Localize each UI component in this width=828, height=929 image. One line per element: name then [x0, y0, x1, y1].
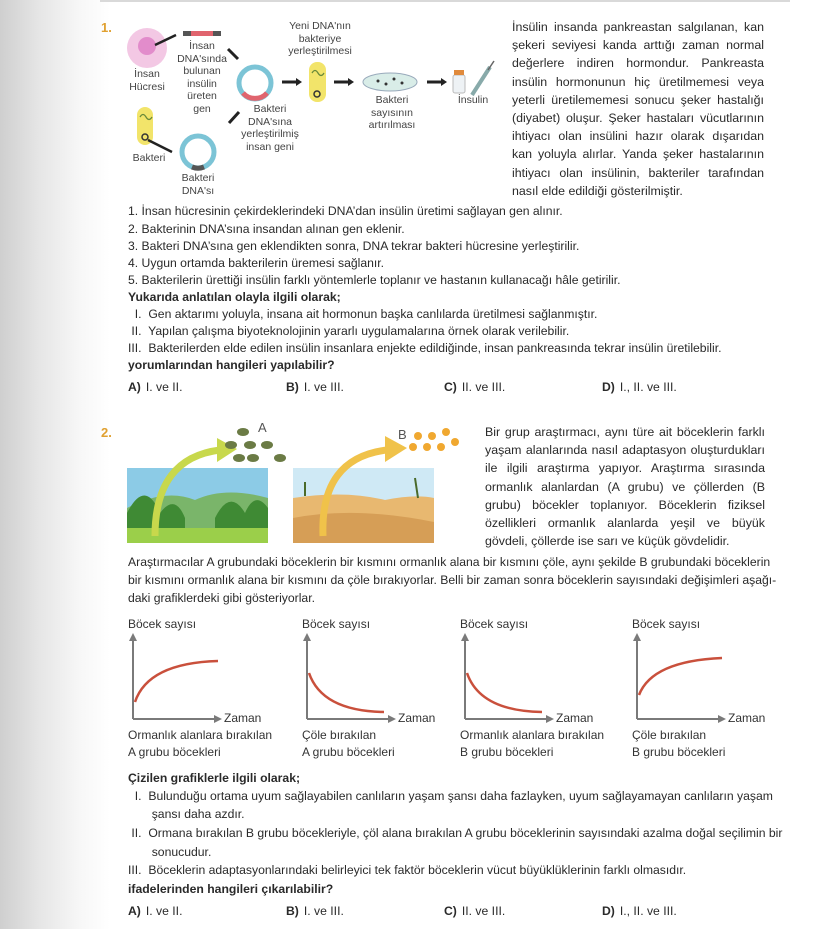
- q2-lead: Çizilen grafiklerle ilgili olarak;: [128, 771, 301, 785]
- option-letter: D): [602, 380, 615, 394]
- chart-caption-2: A grubu böcekleri: [302, 745, 395, 759]
- label-group-b: B: [398, 427, 407, 442]
- decreasing-curve: [467, 673, 542, 712]
- chart-x-label: Zaman: [556, 711, 594, 725]
- option-text: I. ve II.: [145, 904, 183, 918]
- q2-statement-III: III. Böceklerin adaptasyonlarındaki belirleyici tek faktör böceklerin vücut büyüklüklerinin farklı olmasıdır.: [128, 863, 687, 877]
- option-text: I., II. ve III.: [619, 380, 677, 394]
- q1-step-4: 4. Uygun ortamda bakterilerin üremesi sağlanır.: [128, 256, 385, 270]
- chart-x-label: Zaman: [398, 711, 436, 725]
- option-letter: D): [602, 904, 615, 918]
- recombinant-plasmid-icon: [239, 67, 271, 99]
- q1-statement-III: III. Bakterilerden elde edilen insülin insanlara enjekte edildiğinde, insan pankreasında tekrar insülin üretilebilir.: [128, 341, 722, 355]
- q1-intro-paragraph: İnsülin insanda pankreastan salgılanan, kan şekeri seviyesi kanda arttığı zaman normal değerlere indiren hormondur. Pankreasta insülin hormonunun hiç üretilmemesi veya yeterli üretilememesi sonucu şeker hastalığı (diyabet) oluşur. Şeker hastaları vücutlarının ihtiyacı olan insülini hazır olarak dışarıdan kan yoluyla alırlar. Yanda şeker hastalarının ihtiyacı olan insülinin, bakteriler tarafından nasıl elde edildiği gösterilmiştir.: [512, 20, 764, 198]
- decreasing-curve: [309, 673, 384, 712]
- chart-y-label: Böcek sayısı: [128, 617, 197, 631]
- forest-scene-icon: [127, 468, 268, 543]
- label-bacterial-dna: Bakteri DNA'sı: [181, 172, 215, 197]
- label-human-gene: İnsan DNA'sında bulunan insülin üreten gen: [177, 40, 227, 115]
- option-text: II. ve III.: [461, 904, 506, 918]
- q2-statement-II-cont: sonucudur.: [128, 845, 212, 859]
- q1-option-a[interactable]: [128, 380, 182, 394]
- option-text: I. ve II.: [145, 380, 183, 394]
- chart-forest-group-a: [128, 617, 278, 767]
- increasing-curve: [135, 661, 218, 702]
- chart-caption-1: Ormanlık alanlara bırakılan: [460, 728, 605, 742]
- yellow-beetles-icon: [409, 428, 459, 451]
- q2-option-c[interactable]: [444, 904, 505, 918]
- option-letter: A): [128, 380, 141, 394]
- chart-caption-1: Çöle bırakılan: [302, 728, 377, 742]
- chart-y-label: Böcek sayısı: [632, 617, 701, 631]
- q2-body-line-2: bir kısmını ormanlık alana bir kısmını da çöle bırakıyorlar. Belli bir zaman sonra böceklerin sayısındaki değişimleri aşağı-: [128, 573, 777, 587]
- q2-statement-II: II. Ormana bırakılan B grubu böcekleriyle, çöl alana bırakılan A grubu böceklerinin sayısındaki azalma doğal seçilimin bir: [128, 826, 783, 840]
- option-text: I. ve III.: [303, 380, 344, 394]
- label-bacterium: Bakteri: [132, 152, 166, 164]
- q1-step-5: 5. Bakterilerin ürettiği insülin farklı yöntemlerle toplanır ve hastanın kullanacağı hâle getirilir.: [128, 273, 621, 287]
- label-inserted-gene: Bakteri DNA'sına yerleştirilmiş insan geni: [241, 103, 299, 153]
- chart-caption-2: B grubu böcekleri: [460, 745, 554, 759]
- q2-option-a[interactable]: [128, 904, 182, 918]
- bacterium-icon: [137, 107, 153, 145]
- chart-y-label: Böcek sayısı: [460, 617, 529, 631]
- q2-body-line-1: Araştırmacılar A grubundaki böceklerin bir kısmını ormanlık alana bir kısmını çöle, aynı şekilde B grubundaki böceklerin: [128, 555, 771, 569]
- increasing-curve: [639, 658, 722, 695]
- label-human-cell: İnsan Hücresi: [129, 68, 165, 93]
- label-group-a: A: [258, 420, 267, 435]
- q1-lead: Yukarıda anlatılan olayla ilgili olarak;: [128, 290, 341, 304]
- q2-question: ifadelerinden hangileri çıkarılabilir?: [128, 882, 334, 896]
- human-cell-icon: [127, 28, 167, 68]
- option-letter: C): [444, 904, 457, 918]
- q1-statement-II: II. Yapılan çalışma biyoteknolojinin yararlı uygulamalarına örnek olarak verilebilir.: [128, 324, 570, 338]
- chart-caption-2: B grubu böcekleri: [632, 745, 726, 759]
- q1-option-c[interactable]: [444, 380, 505, 394]
- option-letter: B): [286, 380, 299, 394]
- q2-statement-I: I. Bulunduğu ortama uyum sağlayabilen canlıların yaşam şansı daha fazlayken, uyum sağlayamayan canlıların yaşam: [128, 789, 773, 803]
- petri-dish-icon: [363, 73, 417, 91]
- green-beetles-icon: [225, 428, 286, 462]
- q2-option-d[interactable]: [602, 904, 677, 918]
- insulin-production-diagram: [110, 15, 505, 200]
- q1-step-3: 3. Bakteri DNA’sına gen eklendikten sonra, DNA tekrar bakteri hücresine yerleştirilir.: [128, 239, 580, 253]
- q1-option-b[interactable]: [286, 380, 344, 394]
- label-new-dna: Yeni DNA'nın bakteriye yerleştirilmesi: [288, 20, 352, 57]
- chart-caption-2: A grubu böcekleri: [128, 745, 221, 759]
- label-bacteria-count: Bakteri sayısının artırılması: [368, 94, 416, 131]
- desert-scene-icon: [293, 468, 434, 543]
- q2-statement-I-cont: şansı daha azdır.: [128, 807, 245, 821]
- question-2-number: 2.: [101, 425, 112, 440]
- chart-caption-1: Çöle bırakılan: [632, 728, 707, 742]
- option-text: I. ve III.: [303, 904, 344, 918]
- chart-x-label: Zaman: [728, 711, 766, 725]
- chart-x-label: Zaman: [224, 711, 262, 725]
- label-insulin: İnsulin: [457, 94, 489, 106]
- q1-step-1: 1. İnsan hücresinin çekirdeklerindeki DNA’dan insülin üretimi sağlayan gen alınır.: [128, 204, 563, 218]
- q2-intro-paragraph: Bir grup araştırmacı, aynı türe ait böceklerin farklı yaşam alanlarında nasıl adaptasyon oluşturdukları ile ilgili araştırma yapıyor. Araştırma sırasında ormanlık alanlardan (A grubu) ve çöllerden (B grubu) böcekler toplanıyor. Böceklerin fiziksel özellikleri ormanlık alanlarda yeşil ve büyük gövdeli, çöllerde ise sarı ve küçük gövdelidir.: [485, 425, 765, 549]
- option-letter: A): [128, 904, 141, 918]
- q2-option-b[interactable]: [286, 904, 344, 918]
- q1-question: yorumlarından hangileri yapılabilir?: [128, 358, 335, 372]
- option-letter: C): [444, 380, 457, 394]
- page-top-rule: [100, 0, 790, 2]
- q1-step-2: 2. Bakterinin DNA’sına insandan alınan gen eklenir.: [128, 222, 405, 236]
- bacterium-new-dna-icon: [309, 62, 326, 102]
- chart-desert-group-a: [302, 617, 452, 767]
- chart-forest-group-b: [460, 617, 610, 767]
- bacterial-plasmid-icon: [182, 136, 214, 168]
- chart-desert-group-b: [632, 617, 782, 767]
- option-letter: B): [286, 904, 299, 918]
- habitat-illustration: [125, 418, 470, 548]
- question-1-number: 1.: [101, 20, 112, 35]
- habitat-graphics: [125, 418, 470, 548]
- chart-caption-1: Ormanlık alanlara bırakılan: [128, 728, 273, 742]
- q1-statement-I: I. Gen aktarımı yoluyla, insana ait hormonun başka canlılarda üretilmesi sağlanmıştır.: [128, 307, 598, 321]
- q1-option-d[interactable]: [602, 380, 677, 394]
- option-text: I., II. ve III.: [619, 904, 677, 918]
- option-text: II. ve III.: [461, 380, 506, 394]
- q2-body-line-3: daki grafiklerdeki gibi gösteriyorlar.: [128, 591, 315, 605]
- chart-y-label: Böcek sayısı: [302, 617, 371, 631]
- insulin-vial-syringe-icon: [453, 61, 494, 95]
